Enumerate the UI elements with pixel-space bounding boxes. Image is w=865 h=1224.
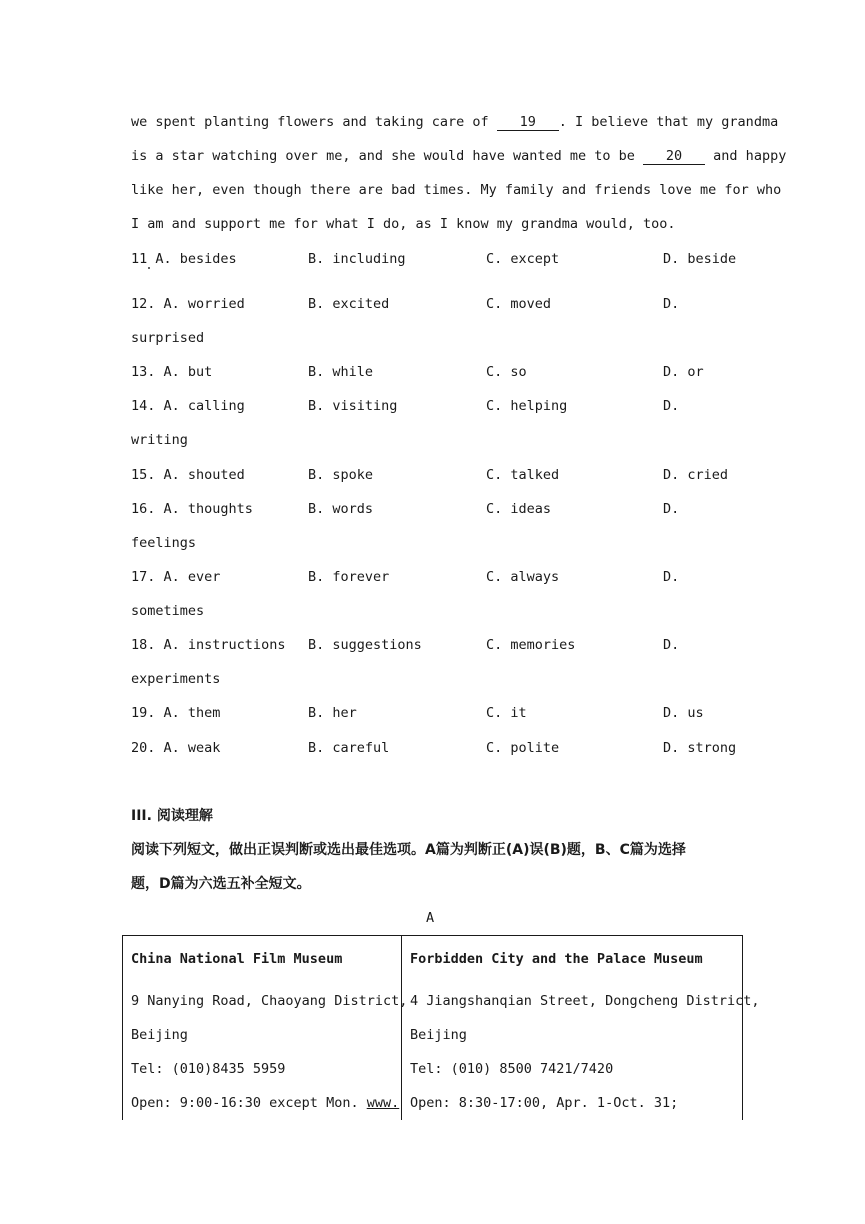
option-text: B. spoke xyxy=(308,467,374,483)
option-text: B. words xyxy=(308,501,374,517)
option-text: C. helping xyxy=(486,398,568,414)
option-a xyxy=(131,500,253,518)
option-text: D. strong xyxy=(663,740,737,756)
option-c xyxy=(486,500,551,518)
instruction-line-2: 题，D篇为六选五补全短文。 xyxy=(131,876,311,892)
option-b xyxy=(308,250,406,268)
option-text: C. polite xyxy=(486,740,560,756)
option-text: C. always xyxy=(486,569,560,585)
passage-label: A xyxy=(426,910,435,926)
option-a xyxy=(131,295,245,313)
question-number: 16. xyxy=(131,501,156,517)
option-text: B. visiting xyxy=(308,398,398,414)
option-text: C. it xyxy=(486,705,527,721)
option-b xyxy=(308,466,373,484)
passage-line-2 xyxy=(131,147,787,165)
option-d xyxy=(663,568,679,586)
option-text: A. them xyxy=(163,705,221,721)
passage-line-3: like her, even though there are bad times. My family and friends love me for who xyxy=(131,182,782,198)
option-text: B. excited xyxy=(308,296,390,312)
option-text: D. cried xyxy=(663,467,729,483)
option-d xyxy=(663,636,679,654)
option-text: A. besides xyxy=(155,251,237,267)
option-b xyxy=(308,739,389,757)
option-b xyxy=(308,363,373,381)
option-text: D. beside xyxy=(663,251,737,267)
option-d-wrapped: surprised xyxy=(131,330,205,346)
palace-museum-tel: Tel: (010) 8500 7421/7420 xyxy=(410,1061,614,1077)
passage-text: . I believe that my grandma xyxy=(558,114,779,130)
option-a xyxy=(131,568,220,586)
option-d xyxy=(663,397,679,415)
palace-museum-title: Forbidden City and the Palace Museum xyxy=(410,951,703,967)
film-museum-tel: Tel: (010)8435 5959 xyxy=(131,1061,286,1077)
blank-20: 20 xyxy=(643,149,705,165)
question-number: 18. xyxy=(131,637,156,653)
film-museum-cell xyxy=(123,936,408,1121)
option-c xyxy=(486,295,551,313)
option-text: B. while xyxy=(308,364,374,380)
option-d xyxy=(663,739,736,757)
option-text: D. xyxy=(663,569,680,585)
option-text: A. thoughts xyxy=(163,501,253,517)
table-row xyxy=(123,936,743,1121)
section-heading: III. 阅读理解 xyxy=(131,808,213,824)
website-link[interactable]: www. xyxy=(366,1095,400,1111)
option-text: B. including xyxy=(308,251,406,267)
option-text: C. talked xyxy=(486,467,560,483)
option-text: D. xyxy=(663,296,680,312)
option-a xyxy=(131,466,245,484)
option-d xyxy=(663,250,736,268)
option-text: A. weak xyxy=(163,740,221,756)
option-d-wrapped: feelings xyxy=(131,535,197,551)
option-d xyxy=(663,363,704,381)
option-text: A. calling xyxy=(163,398,245,414)
question-number: 13. xyxy=(131,364,156,380)
question-number: 17. xyxy=(131,569,156,585)
instruction-line-1: 阅读下列短文，做出正误判断或选出最佳选项。A篇为判断正(A)误(B)题，B、C篇为选择 xyxy=(131,842,686,858)
option-text: D. xyxy=(663,501,680,517)
question-number: 14. xyxy=(131,398,156,414)
passage-text: is a star watching over me, and she would have wanted me to be xyxy=(131,148,644,164)
option-text: C. memories xyxy=(486,637,576,653)
question-number: 19. xyxy=(131,705,156,721)
option-b xyxy=(308,500,373,518)
option-d xyxy=(663,500,679,518)
option-text: C. so xyxy=(486,364,527,380)
option-a xyxy=(131,636,285,654)
option-a xyxy=(131,397,245,415)
option-text: A. shouted xyxy=(163,467,245,483)
option-text: D. xyxy=(663,398,680,414)
option-text: B. careful xyxy=(308,740,390,756)
option-text: C. ideas xyxy=(486,501,552,517)
blank-19: 19 xyxy=(497,115,559,131)
option-text: D. us xyxy=(663,705,704,721)
option-c xyxy=(486,568,559,586)
option-text: B. her xyxy=(308,705,357,721)
question-number: 15. xyxy=(131,467,156,483)
option-a xyxy=(131,250,237,268)
option-b xyxy=(308,568,389,586)
option-c xyxy=(486,466,559,484)
option-c xyxy=(486,704,527,722)
option-c xyxy=(486,636,575,654)
passage-line-1 xyxy=(131,113,779,131)
film-museum-title: China National Film Museum xyxy=(131,951,343,967)
option-text: B. suggestions xyxy=(308,637,422,653)
palace-museum-address: 4 Jiangshanqian Street, Dongcheng District, xyxy=(410,993,760,1009)
option-text: B. forever xyxy=(308,569,390,585)
stray-dot xyxy=(148,267,150,269)
option-text: C. moved xyxy=(486,296,552,312)
option-a xyxy=(131,704,220,722)
option-text: A. ever xyxy=(163,569,221,585)
option-b xyxy=(308,295,389,313)
question-number: 20. xyxy=(131,740,156,756)
option-b xyxy=(308,704,357,722)
option-d xyxy=(663,466,728,484)
option-a xyxy=(131,363,212,381)
passage-line-4: I am and support me for what I do, as I know my grandma would, too. xyxy=(131,216,676,232)
passage-text: we spent planting flowers and taking care of xyxy=(131,114,497,130)
palace-museum-city: Beijing xyxy=(410,1027,467,1043)
question-number: 12. xyxy=(131,296,156,312)
museum-info-table xyxy=(122,935,760,1120)
option-d-wrapped: sometimes xyxy=(131,603,205,619)
option-c xyxy=(486,250,559,268)
option-c xyxy=(486,739,559,757)
option-text: A. worried xyxy=(163,296,245,312)
option-b xyxy=(308,397,397,415)
palace-museum-cell xyxy=(402,936,760,1121)
option-d-wrapped: experiments xyxy=(131,671,221,687)
question-number: 11 xyxy=(131,251,148,267)
option-text: C. except xyxy=(486,251,560,267)
passage-text: and happy xyxy=(705,148,787,164)
option-a xyxy=(131,739,220,757)
option-d xyxy=(663,295,679,313)
option-c xyxy=(486,397,567,415)
option-text: A. but xyxy=(163,364,213,380)
film-museum-city: Beijing xyxy=(131,1027,188,1043)
option-c xyxy=(486,363,527,381)
option-text: A. instructions xyxy=(163,637,286,653)
option-d-wrapped: writing xyxy=(131,432,188,448)
film-museum-address: 9 Nanying Road, Chaoyang District, xyxy=(131,993,408,1009)
palace-museum-open: Open: 8:30-17:00, Apr. 1-Oct. 31; xyxy=(410,1095,679,1111)
film-museum-open xyxy=(131,1086,400,1120)
open-hours: Open: 9:00-16:30 except Mon. xyxy=(131,1095,367,1111)
option-text: D. or xyxy=(663,364,704,380)
option-b xyxy=(308,636,422,654)
option-text: D. xyxy=(663,637,680,653)
option-d xyxy=(663,704,704,722)
